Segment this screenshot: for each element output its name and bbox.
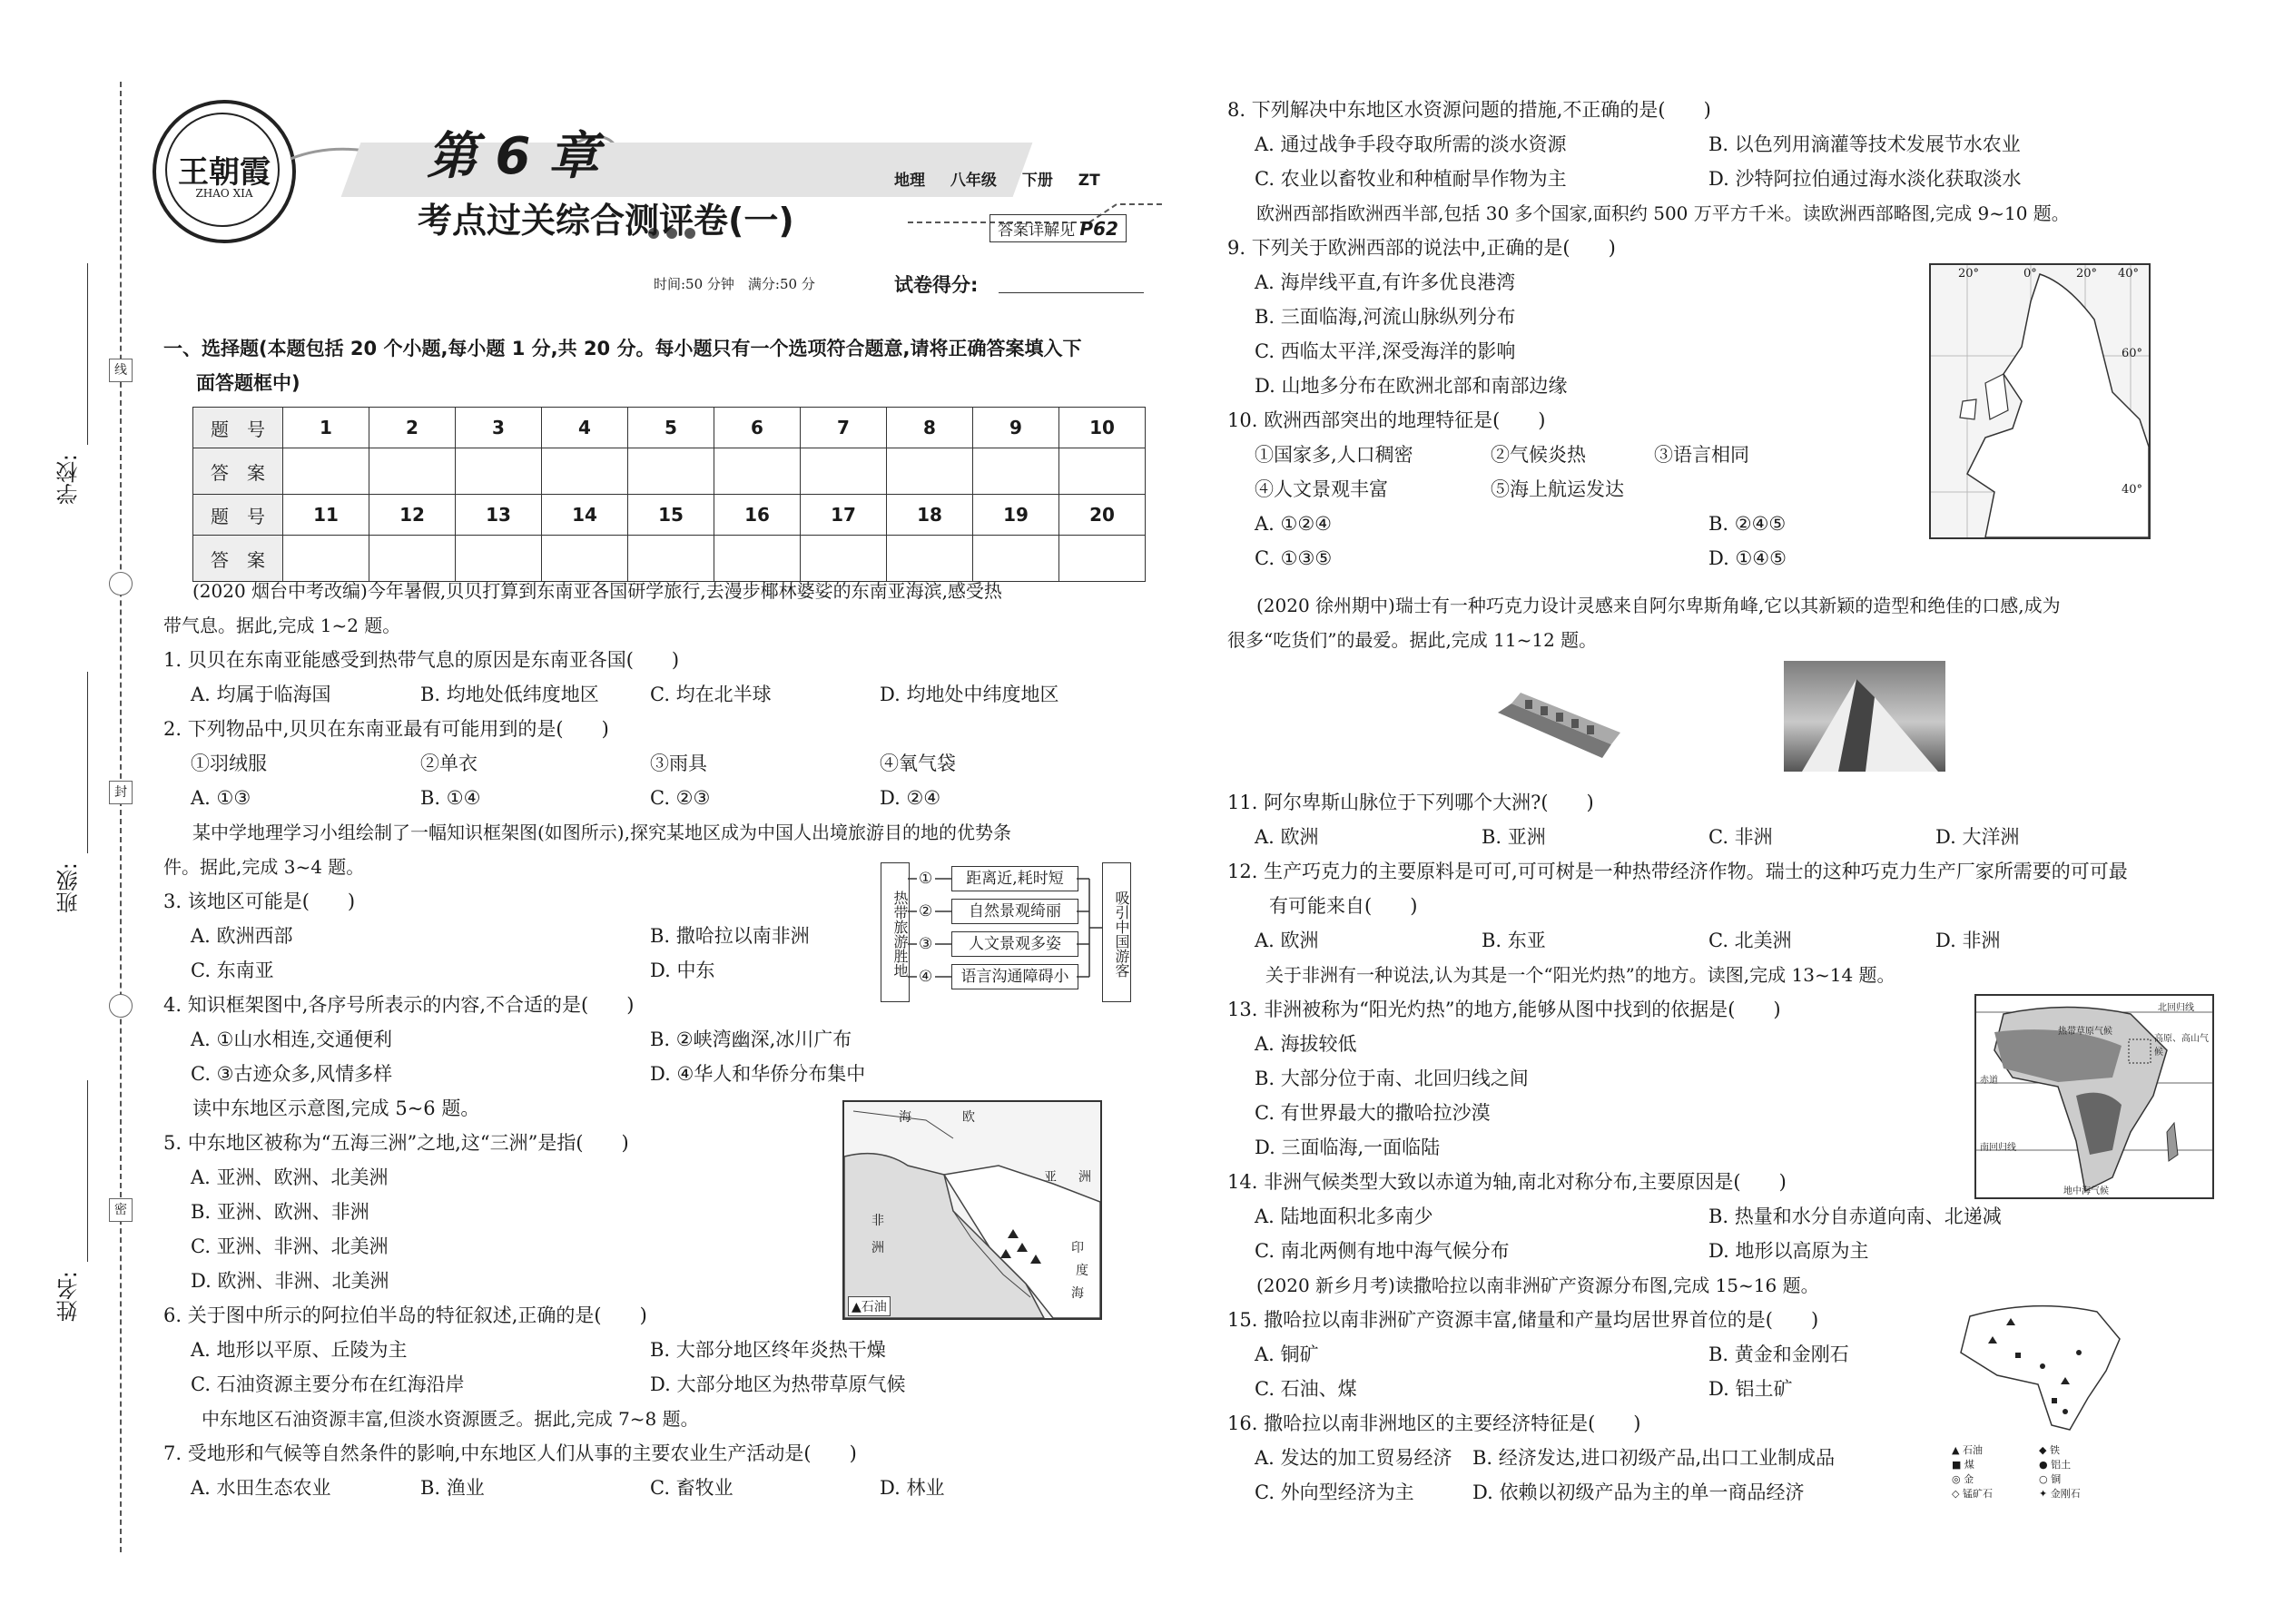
option[interactable]: A. 欧洲 xyxy=(1255,930,1319,951)
map-label: 亚 xyxy=(1044,1170,1057,1185)
matterhorn-photo xyxy=(1784,661,1945,772)
map-tick: 0° xyxy=(2023,267,2037,281)
question-9: 9. 下列关于欧洲西部的说法中,正确的是( ) xyxy=(1227,237,1616,259)
flow-right-label: 吸引中国游客 xyxy=(1102,862,1131,1002)
map-label: 高原、高山气候 xyxy=(2154,1034,2209,1058)
flow-box: 距离近,耗时短 xyxy=(951,866,1078,891)
answer-cell[interactable] xyxy=(1059,448,1146,495)
option[interactable]: C. 西临太平洋,深受海洋的影响 xyxy=(1255,340,1516,362)
chocolate-bar-image xyxy=(1493,676,1625,763)
map-label: 热带草原气候 xyxy=(2058,1027,2112,1037)
question-number: 7 xyxy=(801,408,887,448)
map-label: 南回归线 xyxy=(1980,1143,2016,1153)
option[interactable]: D. 欧洲、非洲、北美洲 xyxy=(191,1270,389,1292)
answer-ref-label: 答案详解见 xyxy=(998,221,1075,240)
option[interactable]: C. 石油、煤 xyxy=(1255,1378,1357,1400)
item: ③语言相同 xyxy=(1654,444,1749,466)
question-number: 15 xyxy=(628,495,714,536)
option[interactable]: A. 均属于临海国 xyxy=(191,684,331,705)
answer-ref-page: P62 xyxy=(1079,218,1118,240)
flow-side-label: 热带旅游胜地 xyxy=(881,862,910,1002)
section-title xyxy=(163,331,1081,400)
africa-climate-map xyxy=(1974,994,2214,1199)
answer-cell[interactable] xyxy=(973,448,1059,495)
answer-cell[interactable] xyxy=(801,448,887,495)
item: ③雨具 xyxy=(650,753,707,774)
legend-item: ■ 煤 xyxy=(1952,1459,1974,1471)
school-field[interactable] xyxy=(87,263,88,445)
option[interactable]: D. 大部分地区为热带草原气候 xyxy=(650,1373,906,1395)
question-number: 4 xyxy=(542,408,628,448)
option[interactable]: A. 发达的加工贸易经济 xyxy=(1255,1447,1452,1469)
question-line: 12. 生产巧克力的主要原料是可可,可可树是一种热带经济作物。瑞士的这种巧克力生产厂家所需要的可可最 xyxy=(1227,861,2128,882)
question-15: 15. 撒哈拉以南非洲矿产资源丰富,储量和产量均居世界首位的是( ) xyxy=(1227,1309,1819,1331)
question-number: 12 xyxy=(369,495,456,536)
western-europe-map xyxy=(1929,263,2151,539)
binding-hole xyxy=(109,994,133,1018)
school-label: 学校: xyxy=(56,454,82,506)
intro-1-2 xyxy=(163,574,1002,643)
option[interactable]: B. 经济发达,进口初级产品,出口工业制成品 xyxy=(1472,1447,1836,1469)
option[interactable]: A. 地形以平原、丘陵为主 xyxy=(191,1339,408,1361)
class-field[interactable] xyxy=(87,672,88,853)
answer-cell[interactable] xyxy=(542,448,628,495)
option[interactable]: A. 欧洲西部 xyxy=(191,925,293,947)
option[interactable]: B. 黄金和金刚石 xyxy=(1708,1343,1849,1365)
mineral-legend xyxy=(1952,1443,2133,1501)
item: ⑤海上航运发达 xyxy=(1491,478,1624,500)
option[interactable]: A. ①山水相连,交通便利 xyxy=(191,1029,393,1050)
option[interactable]: C. 外向型经济为主 xyxy=(1255,1481,1414,1503)
answer-cell[interactable] xyxy=(887,448,973,495)
item: ④人文景观丰富 xyxy=(1255,478,1388,500)
legend-label: 煤 xyxy=(1964,1459,1974,1471)
flow-num: ② xyxy=(919,902,933,920)
brand-name-en: ZHAO XIA xyxy=(195,187,253,200)
question-number: 8 xyxy=(887,408,973,448)
name-label: 姓名: xyxy=(56,1271,82,1323)
option[interactable]: D. 非洲 xyxy=(1935,930,2001,951)
name-field[interactable] xyxy=(87,1080,88,1262)
option[interactable]: C. 北美洲 xyxy=(1708,930,1792,951)
question-number: 3 xyxy=(456,408,542,448)
option[interactable]: C. 有世界最大的撒哈拉沙漠 xyxy=(1255,1102,1491,1124)
intro-line: (2020 烟台中考改编)今年暑假,贝贝打算到东南亚各国研学旅行,去漫步椰林婆娑的东南亚海滨,感受热 xyxy=(192,580,1002,602)
question-11: 11. 阿尔卑斯山脉位于下列哪个大洲?( ) xyxy=(1227,792,1594,813)
map-label: 洲 xyxy=(871,1241,884,1255)
intro-line: 带气息。据此,完成 1~2 题。 xyxy=(163,615,401,636)
option[interactable]: D. 依赖以初级产品为主的单一商品经济 xyxy=(1472,1481,1805,1503)
question-number: 11 xyxy=(283,495,369,536)
legend-oil: 石油 xyxy=(861,1300,887,1314)
middle-east-map xyxy=(842,1100,1102,1320)
europe-map-drawing xyxy=(1931,265,2149,537)
map-label: 北回归线 xyxy=(2158,1003,2194,1013)
question-number: 1 xyxy=(283,408,369,448)
option[interactable]: B. 大部分地区终年炎热干燥 xyxy=(650,1339,886,1361)
option[interactable]: B. 三面临海,河流山脉纵列分布 xyxy=(1255,306,1516,328)
map-label: 洲 xyxy=(1078,1170,1091,1185)
section-title-line: 一、选择题(本题包括 20 个小题,每小题 1 分,共 20 分。每小题只有一个选项符合题意,请将正确答案填入下 xyxy=(163,338,1082,359)
question-7: 7. 受地形和气候等自然条件的影响,中东地区人们从事的主要农业生产活动是( ) xyxy=(163,1442,857,1464)
legend-item: ◎ 金 xyxy=(1952,1473,1974,1485)
answer-ref-box xyxy=(989,214,1127,242)
map-label: 赤道 xyxy=(1980,1076,1998,1086)
option[interactable]: C. 畜牧业 xyxy=(650,1477,733,1499)
flow-box: 人文景观多姿 xyxy=(951,931,1078,957)
option[interactable]: D. 沙特阿拉伯通过海水淡化获取淡水 xyxy=(1708,168,2022,190)
item: ②气候炎热 xyxy=(1491,444,1586,466)
legend-label: 石油 xyxy=(1962,1444,1983,1456)
legend-label: 金刚石 xyxy=(2050,1488,2081,1500)
meta-tags xyxy=(894,167,1100,190)
tag-edition: ZT xyxy=(1078,172,1100,190)
option[interactable]: D. 均地处中纬度地区 xyxy=(880,684,1059,705)
legend-item: ▲ 石油 xyxy=(1952,1444,1983,1456)
seal-mark: 线 xyxy=(109,359,133,382)
map-tick: 60° xyxy=(2122,347,2143,360)
option[interactable]: A. 欧洲 xyxy=(1255,826,1319,848)
flow-num: ③ xyxy=(919,935,933,953)
binding-cut-line xyxy=(120,82,122,1552)
flow-box: 自然景观绮丽 xyxy=(951,899,1078,924)
question-line: 有可能来自( ) xyxy=(1269,895,1418,917)
time-info: 时间:50 分钟 满分:50 分 xyxy=(654,276,815,292)
row-label: 题 号 xyxy=(193,495,283,536)
matterhorn-drawing xyxy=(1784,661,1945,772)
item: ④氧气袋 xyxy=(880,753,956,774)
option[interactable]: D. ①④⑤ xyxy=(1708,547,1787,569)
question-8: 8. 下列解决中东地区水资源问题的措施,不正确的是( ) xyxy=(1227,99,1711,121)
option[interactable]: C. 农业以畜牧业和种植耐旱作物为主 xyxy=(1255,168,1567,190)
flow-box: 语言沟通障碍小 xyxy=(951,964,1078,989)
middle-east-map-drawing xyxy=(844,1102,1100,1318)
intro-line: (2020 徐州期中)瑞士有一种巧克力设计灵感来自阿尔卑斯角峰,它以其新颖的造型和绝佳的口感,成为 xyxy=(1256,595,2061,616)
binding-hole xyxy=(109,572,133,595)
map-label: 海 xyxy=(1071,1286,1084,1301)
map-tick: 40° xyxy=(2122,483,2143,497)
option[interactable]: C. ③古迹众多,风情多样 xyxy=(191,1063,393,1085)
map-legend: ▲石油 xyxy=(848,1296,891,1316)
legend-label: 铁 xyxy=(2049,1444,2060,1456)
map-label: 印 xyxy=(1071,1241,1084,1255)
item: ②单衣 xyxy=(420,753,478,774)
option[interactable]: B. 热量和水分自赤道向南、北递减 xyxy=(1708,1206,2002,1227)
option[interactable]: B. ①④ xyxy=(420,787,481,809)
option[interactable]: B. 均地处低纬度地区 xyxy=(420,684,599,705)
option[interactable]: A. 铜矿 xyxy=(1255,1343,1319,1365)
option[interactable]: C. 东南亚 xyxy=(191,960,274,981)
page-subtitle: 考点过关综合测评卷(一) xyxy=(418,201,794,241)
option[interactable]: A. ①②④ xyxy=(1255,513,1332,535)
question-number: 9 xyxy=(973,408,1059,448)
intro-line: 很多“吃货们”的最爱。据此,完成 11~12 题。 xyxy=(1227,629,1598,651)
option[interactable]: B. ②④⑤ xyxy=(1708,513,1787,535)
row-label: 答 案 xyxy=(193,448,283,495)
question-number: 5 xyxy=(628,408,714,448)
option[interactable]: A. 亚洲、欧洲、北美洲 xyxy=(191,1166,389,1188)
option[interactable]: A. 海拔较低 xyxy=(1255,1033,1357,1055)
option[interactable]: D. 大洋洲 xyxy=(1935,826,2020,848)
option[interactable]: D. ②④ xyxy=(880,787,941,809)
legend-item: ○ 铜 xyxy=(2039,1473,2062,1485)
intro-5-6: 读中东地区示意图,完成 5~6 题。 xyxy=(192,1097,480,1119)
row-label: 答 案 xyxy=(193,536,283,582)
option[interactable]: B. 撒哈拉以南非洲 xyxy=(650,925,810,947)
question-13: 13. 非洲被称为“阳光灼热”的地方,能够从图中找到的依据是( ) xyxy=(1227,999,1781,1020)
item: ①羽绒服 xyxy=(191,753,267,774)
brand-name: 王朝霞 xyxy=(178,154,271,191)
option[interactable]: B. 亚洲 xyxy=(1482,826,1546,848)
map-label: 度 xyxy=(1076,1264,1088,1278)
option[interactable]: D. 中东 xyxy=(650,960,715,981)
tag-volume: 下册 xyxy=(1021,172,1053,190)
question-number: 19 xyxy=(973,495,1059,536)
legend-label: 铝土 xyxy=(2051,1459,2072,1471)
option[interactable]: C. 石油资源主要分布在红海沿岸 xyxy=(191,1373,465,1395)
option[interactable]: A. 海岸线平直,有许多优良港湾 xyxy=(1255,271,1516,293)
option[interactable]: C. ①③⑤ xyxy=(1255,547,1333,569)
intro-9-10: 欧洲西部指欧洲西半部,包括 30 多个国家,面积约 500 万平方千米。读欧洲西部略图,完成 9~10 题。 xyxy=(1256,202,2070,224)
answer-cell[interactable] xyxy=(283,448,369,495)
option[interactable]: B. 东亚 xyxy=(1482,930,1546,951)
legend-item: ◇ 锰矿石 xyxy=(1952,1488,1993,1500)
chapter-title: 第 6 章 xyxy=(427,127,599,186)
class-label: 班级: xyxy=(56,862,82,914)
option[interactable]: A. ①③ xyxy=(191,787,251,809)
flow-num: ① xyxy=(919,870,933,888)
question-10: 10. 欧洲西部突出的地理特征是( ) xyxy=(1227,409,1546,431)
intro-line: 件。据此,完成 3~4 题。 xyxy=(163,856,365,878)
tag-grade: 八年级 xyxy=(950,172,997,190)
option[interactable]: C. 非洲 xyxy=(1708,826,1773,848)
africa-minerals-drawing xyxy=(1952,1298,2133,1434)
flow-arrows xyxy=(908,862,1102,999)
score-label: 试卷得分: xyxy=(894,274,979,296)
option[interactable]: B. 亚洲、欧洲、非洲 xyxy=(191,1201,369,1223)
map-tick: 20° xyxy=(1958,267,1980,281)
option[interactable]: B. 大部分位于南、北回归线之间 xyxy=(1255,1068,1529,1089)
question-3: 3. 该地区可能是( ) xyxy=(163,891,356,912)
option[interactable]: D. 三面临海,一面临陆 xyxy=(1255,1137,1441,1158)
map-label: 地中海气候 xyxy=(2063,1186,2109,1196)
tag-subject: 地理 xyxy=(894,172,925,190)
map-label: 非 xyxy=(871,1214,884,1228)
question-16: 16. 撒哈拉以南非洲地区的主要经济特征是( ) xyxy=(1227,1412,1641,1434)
intro-7-8: 中东地区石油资源丰富,但淡水资源匮乏。据此,完成 7~8 题。 xyxy=(202,1408,699,1430)
question-number: 18 xyxy=(887,495,973,536)
legend-item: ● 铝土 xyxy=(2039,1459,2072,1471)
option[interactable]: D. 铝土矿 xyxy=(1708,1378,1793,1400)
map-tick: 40° xyxy=(2118,267,2140,281)
question-number: 6 xyxy=(714,408,801,448)
option[interactable]: A. 水田生态农业 xyxy=(191,1477,331,1499)
flow-num: ④ xyxy=(919,968,933,986)
option[interactable]: D. 山地多分布在欧洲北部和南部边缘 xyxy=(1255,375,1568,397)
question-12 xyxy=(1227,854,2128,923)
question-number: 10 xyxy=(1059,408,1146,448)
legend-label: 铜 xyxy=(2051,1473,2062,1485)
question-number: 16 xyxy=(714,495,801,536)
question-number: 2 xyxy=(369,408,456,448)
question-5: 5. 中东地区被称为“五海三洲”之地,这“三洲”是指( ) xyxy=(163,1132,629,1154)
question-2: 2. 下列物品中,贝贝在东南亚最有可能用到的是( ) xyxy=(163,718,609,740)
row-label: 题 号 xyxy=(193,408,283,448)
option[interactable]: C. 亚洲、非洲、北美洲 xyxy=(191,1235,389,1257)
option[interactable]: B. 渔业 xyxy=(420,1477,485,1499)
section-title-line: 面答题框中) xyxy=(196,372,300,394)
intro-15-16: (2020 新乡月考)读撒哈拉以南非洲矿产资源分布图,完成 15~16 题。 xyxy=(1256,1275,1819,1296)
question-number: 17 xyxy=(801,495,887,536)
item: ①国家多,人口稠密 xyxy=(1255,444,1413,466)
option[interactable]: C. ②③ xyxy=(650,787,711,809)
question-6: 6. 关于图中所示的阿拉伯半岛的特征叙述,正确的是( ) xyxy=(163,1304,647,1326)
question-4: 4. 知识框架图中,各序号所表示的内容,不合适的是( ) xyxy=(163,994,635,1016)
answer-cell[interactable] xyxy=(369,448,456,495)
legend-item: ◆ 铁 xyxy=(2039,1444,2060,1456)
question-number: 14 xyxy=(542,495,628,536)
intro-13-14: 关于非洲有一种说法,认为其是一个“阳光灼热”的地方。读图,完成 13~14 题。 xyxy=(1265,964,1895,986)
map-label: 欧 xyxy=(962,1110,975,1125)
option[interactable]: B. ②峡湾幽深,冰川广布 xyxy=(650,1029,852,1050)
answer-cell[interactable] xyxy=(714,448,801,495)
legend-label: 锰矿石 xyxy=(1962,1488,1993,1500)
option[interactable]: A. 通过战争手段夺取所需的淡水资源 xyxy=(1255,133,1567,155)
option[interactable]: C. 南北两侧有地中海气候分布 xyxy=(1255,1240,1510,1262)
option[interactable]: A. 陆地面积北多南少 xyxy=(1255,1206,1433,1227)
answer-cell[interactable] xyxy=(628,448,714,495)
question-number: 20 xyxy=(1059,495,1146,536)
map-tick: 20° xyxy=(2076,267,2098,281)
answer-table xyxy=(192,407,1146,582)
answer-cell[interactable] xyxy=(1059,536,1146,582)
option[interactable]: B. 以色列用滴灌等技术发展节水农业 xyxy=(1708,133,2021,155)
option[interactable]: D. 地形以高原为主 xyxy=(1708,1240,1869,1262)
question-14: 14. 非洲气候类型大致以赤道为轴,南北对称分布,主要原因是( ) xyxy=(1227,1171,1787,1193)
legend-item: ✦ 金刚石 xyxy=(2039,1488,2081,1500)
question-1: 1. 贝贝在东南亚能感受到热带气息的原因是东南亚各国( ) xyxy=(163,649,680,671)
intro-line: 某中学地理学习小组绘制了一幅知识框架图(如图所示),探究某地区成为中国人出境旅游目的地的优势条 xyxy=(192,822,1011,843)
map-label: 海 xyxy=(899,1110,911,1125)
answer-cell[interactable] xyxy=(456,448,542,495)
question-number: 13 xyxy=(456,495,542,536)
option[interactable]: C. 均在北半球 xyxy=(650,684,772,705)
intro-11-12 xyxy=(1227,588,2061,657)
seal-mark: 密 xyxy=(109,1198,133,1222)
legend-label: 金 xyxy=(1964,1473,1974,1485)
option[interactable]: D. 林业 xyxy=(880,1477,945,1499)
score-field[interactable] xyxy=(999,292,1144,293)
seal-mark: 封 xyxy=(109,781,133,804)
africa-minerals-map xyxy=(1952,1298,2133,1502)
knowledge-framework-diagram xyxy=(881,862,1144,1000)
option[interactable]: D. ④华人和华侨分布集中 xyxy=(650,1063,866,1085)
